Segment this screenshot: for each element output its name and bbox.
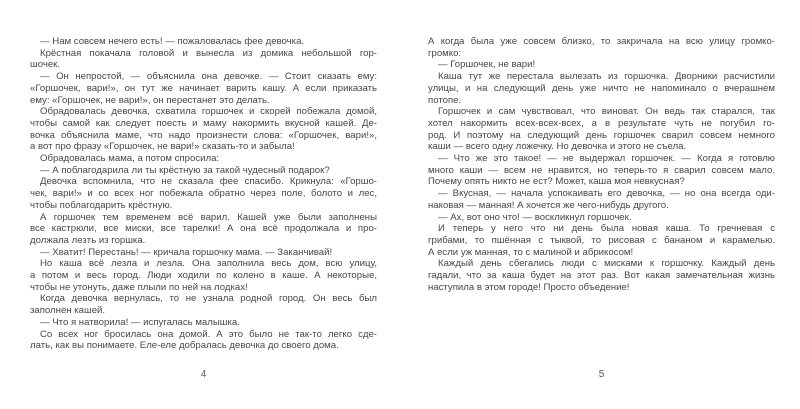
text-line: — Нам совсем нечего есть! — пожаловалась фее девочка. [40,36,305,47]
text-line: каши — всего одну ложечку. Но девочка и этого не съела. [428,141,687,153]
paragraph [30,317,377,329]
text-line: Со всех ног бросилась она домой. А это было не так-то легко сде- [40,328,377,340]
page-right-text [428,36,775,293]
text-line: шочек. [30,59,61,71]
text-line: Когда девочка вернулась, то не узнала родной город. Он весь был [40,293,377,305]
text-line: все кастрюли, все миски, все тарелки! А она всё продолжала и про- [30,223,377,235]
text-line: А горшочек тем временем всё варил. Кашей уже были заполнены [40,211,377,223]
text-line: род. И поэтому на следующий день горшочек сварил совсем немного [428,129,775,141]
text-line: наступила в этом городе! Просто объедение! [428,281,630,293]
text-line: И теперь у него что ни день была новая каша. То гречневая с [438,223,775,235]
text-line: — Что я натворила! — испугалась малышка. [40,316,240,328]
text-line: Почему опять никто не ест? Может, каша моя невкусная? [428,176,685,188]
paragraph [30,176,377,211]
text-line: Крёстная покачала головой и вынесла из домика небольшой гор- [40,47,377,59]
text-line: Девочка вспомнила, что не сказала фее спасибо. Крикнула: «Горшо- [40,176,377,188]
text-line: — Что же это такое! — не выдержал горшочек. — Когда я готовлю [438,153,775,165]
text-line: Обрадовалась девочка, схватила горшочек и скорей побежала домой, [40,106,377,118]
page-left [30,0,377,409]
text-line: чтобы не утонуть, даже плыли по ней на лодках! [30,281,248,293]
paragraph [428,223,775,258]
paragraph [428,258,775,293]
text-line: громко: [428,47,462,59]
paragraph [30,258,377,293]
paragraph [30,329,377,352]
text-line: грибами, то пшённая с тыквой, то рисовая с бананом и карамелью. [428,234,775,246]
paragraph [428,36,775,59]
text-line: ему: «Горшочек, не вари!», он перестанет это делать. [30,94,270,106]
text-line: вочка объяснила маме, что надо произнести слова: «Горшочек, вари!», [30,129,377,141]
paragraph [30,293,377,316]
text-line: А если уж манная, то с малиной и абрикосом! [428,246,634,258]
text-line: а вот про фразу «Горшочек, не вари!» сказать-то и забыла! [30,141,295,153]
text-line: — А поблагодарила ли ты крёстную за такой чудесный подарок? [40,164,330,176]
text-line: — Вкусная, — начала успокаивать его девочка, — но она всегда оди- [438,188,775,200]
paragraph [428,188,775,211]
paragraph [428,153,775,188]
text-line: улицы, и на следующий день уже ничто не напоминало о вчерашнем [428,82,775,94]
text-line: наковая — манная! А хочется же чего-нибудь другого. [428,199,669,211]
text-line: — Ах, вот оно что! — воскликнул горшочек. [438,211,632,223]
text-line: — Он непростой, — объяснила она девочке. — Стоит сказать ему: [40,71,377,83]
text-line: много каши — всем не нравится, но теперь-то я сварил совсем мало. [428,164,775,176]
paragraph [428,106,775,153]
paragraph [428,71,775,106]
page-left-number: 4 [200,369,207,380]
page-left-text [30,36,377,352]
text-line: — Горшочек, не вари! [438,59,536,71]
page-right-number: 5 [598,369,605,380]
page-right [428,0,775,409]
text-line: гадали, что за каша будет на этот раз. Вот какая замечательная жизнь [428,270,775,282]
paragraph [30,247,377,259]
text-line: чтобы самой как следует поесть и маму накормить вкусной кашей. Де- [30,117,377,129]
text-line: чтобы поблагодарить крёстную. [30,199,173,211]
text-line: «Горшочек, вари!», он тут же начинает варить кашу. А если приказать [30,82,377,94]
text-line: Обрадовалась мама, а потом спросила: [40,153,220,165]
text-line: лать, как вы понимаете. Еле-еле добралась девочка до своего дома. [30,340,339,352]
paragraph [428,59,775,71]
paragraph [30,153,377,165]
text-line: хотел накормить всех-всех-всех, а в результате чуть не погубил го- [428,117,775,129]
paragraph [30,48,377,71]
text-line: заполнен кашей. [30,305,106,317]
paragraph [30,71,377,106]
text-line: Каша тут же перестала вылезать из горшочка. Дворники расчистили [438,71,775,83]
paragraph [30,165,377,177]
text-line: Горшочек и сам чувствовал, что виноват. Он ведь так старался, так [438,106,775,118]
text-line: должала лезть из горшка. [30,234,146,246]
text-line: Но каша всё лезла и лезла. Она заполнила весь дом, всю улицу, [40,258,377,270]
text-line: Каждый день сбегались люди с мисками к горшочку. Каждый день [438,258,775,270]
text-line: чек, вари!» и со всех ног побежала обратно через поле, болото и лес, [30,188,377,200]
paragraph [428,212,775,224]
text-line: — Хватит! Перестань! — кричала горшочку мама. — Заканчивай! [40,246,333,258]
paragraph [30,106,377,153]
text-line: потопе. [428,94,462,106]
paragraph [30,36,377,48]
text-line: А когда была уже совсем близко, то закричала на всю улицу громко- [428,36,775,47]
paragraph [30,212,377,247]
text-line: а потом и весь город. Люди ходили по колено в каше. А некоторые, [30,270,377,282]
